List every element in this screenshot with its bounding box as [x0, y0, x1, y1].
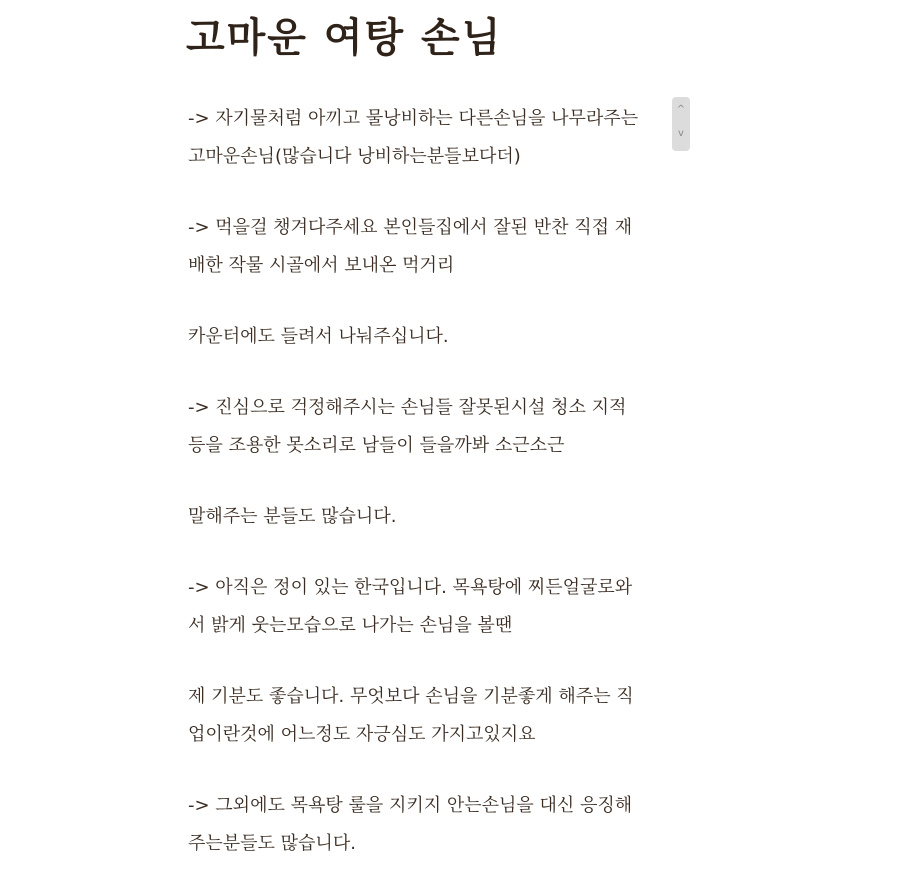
- paragraph-8: [188, 787, 688, 863]
- paragraph-line: 등을 조용한 못소리로 남들이 들을까봐 소근소근: [188, 435, 565, 456]
- paragraph-line: 주는분들도 많습니다.: [188, 833, 356, 854]
- article-body: [188, 100, 688, 896]
- paragraph-2: [188, 209, 688, 285]
- paragraph-3: [188, 318, 688, 356]
- paragraph-line: -> 자기물처럼 아끼고 물낭비하는 다른손님을 나무라주는: [188, 108, 639, 129]
- paragraph-line: 서 밝게 웃는모습으로 나가는 손님을 볼땐: [188, 615, 513, 636]
- paragraph-7: [188, 678, 688, 754]
- paragraph-line: -> 그외에도 목욕탕 룰을 지키지 안는손님을 대신 응징해: [188, 795, 633, 816]
- page-title: 고마운 여탕 손님: [186, 15, 503, 61]
- paragraph-line: -> 먹을걸 챙겨다주세요 본인들집에서 잘된 반찬 직접 재: [188, 217, 633, 238]
- paragraph-line: 업이란것에 어느정도 자긍심도 가지고있지요: [188, 724, 536, 745]
- paragraph-line: 고마운손님(많습니다 낭비하는분들보다더): [188, 146, 521, 167]
- paragraph-6: [188, 569, 688, 645]
- chevron-down-icon[interactable]: v: [678, 128, 684, 139]
- paragraph-1: [188, 100, 688, 176]
- chevron-up-icon[interactable]: ^: [676, 104, 686, 115]
- paragraph-line: 카운터에도 들려서 나눠주십니다.: [188, 326, 449, 347]
- paragraph-line: 말해주는 분들도 많습니다.: [188, 506, 397, 527]
- paragraph-line: 제 기분도 좋습니다. 무엇보다 손님을 기분좋게 해주는 직: [188, 686, 634, 707]
- paragraph-line: -> 아직은 정이 있는 한국입니다. 목욕탕에 찌든얼굴로와: [188, 577, 633, 598]
- paragraph-line: 배한 작물 시골에서 보내온 먹거리: [188, 255, 455, 276]
- paragraph-4: [188, 389, 688, 465]
- scrollbar[interactable]: [672, 97, 690, 151]
- paragraph-line: -> 진심으로 걱정해주시는 손님들 잘못된시설 청소 지적: [188, 397, 627, 418]
- paragraph-5: [188, 498, 688, 536]
